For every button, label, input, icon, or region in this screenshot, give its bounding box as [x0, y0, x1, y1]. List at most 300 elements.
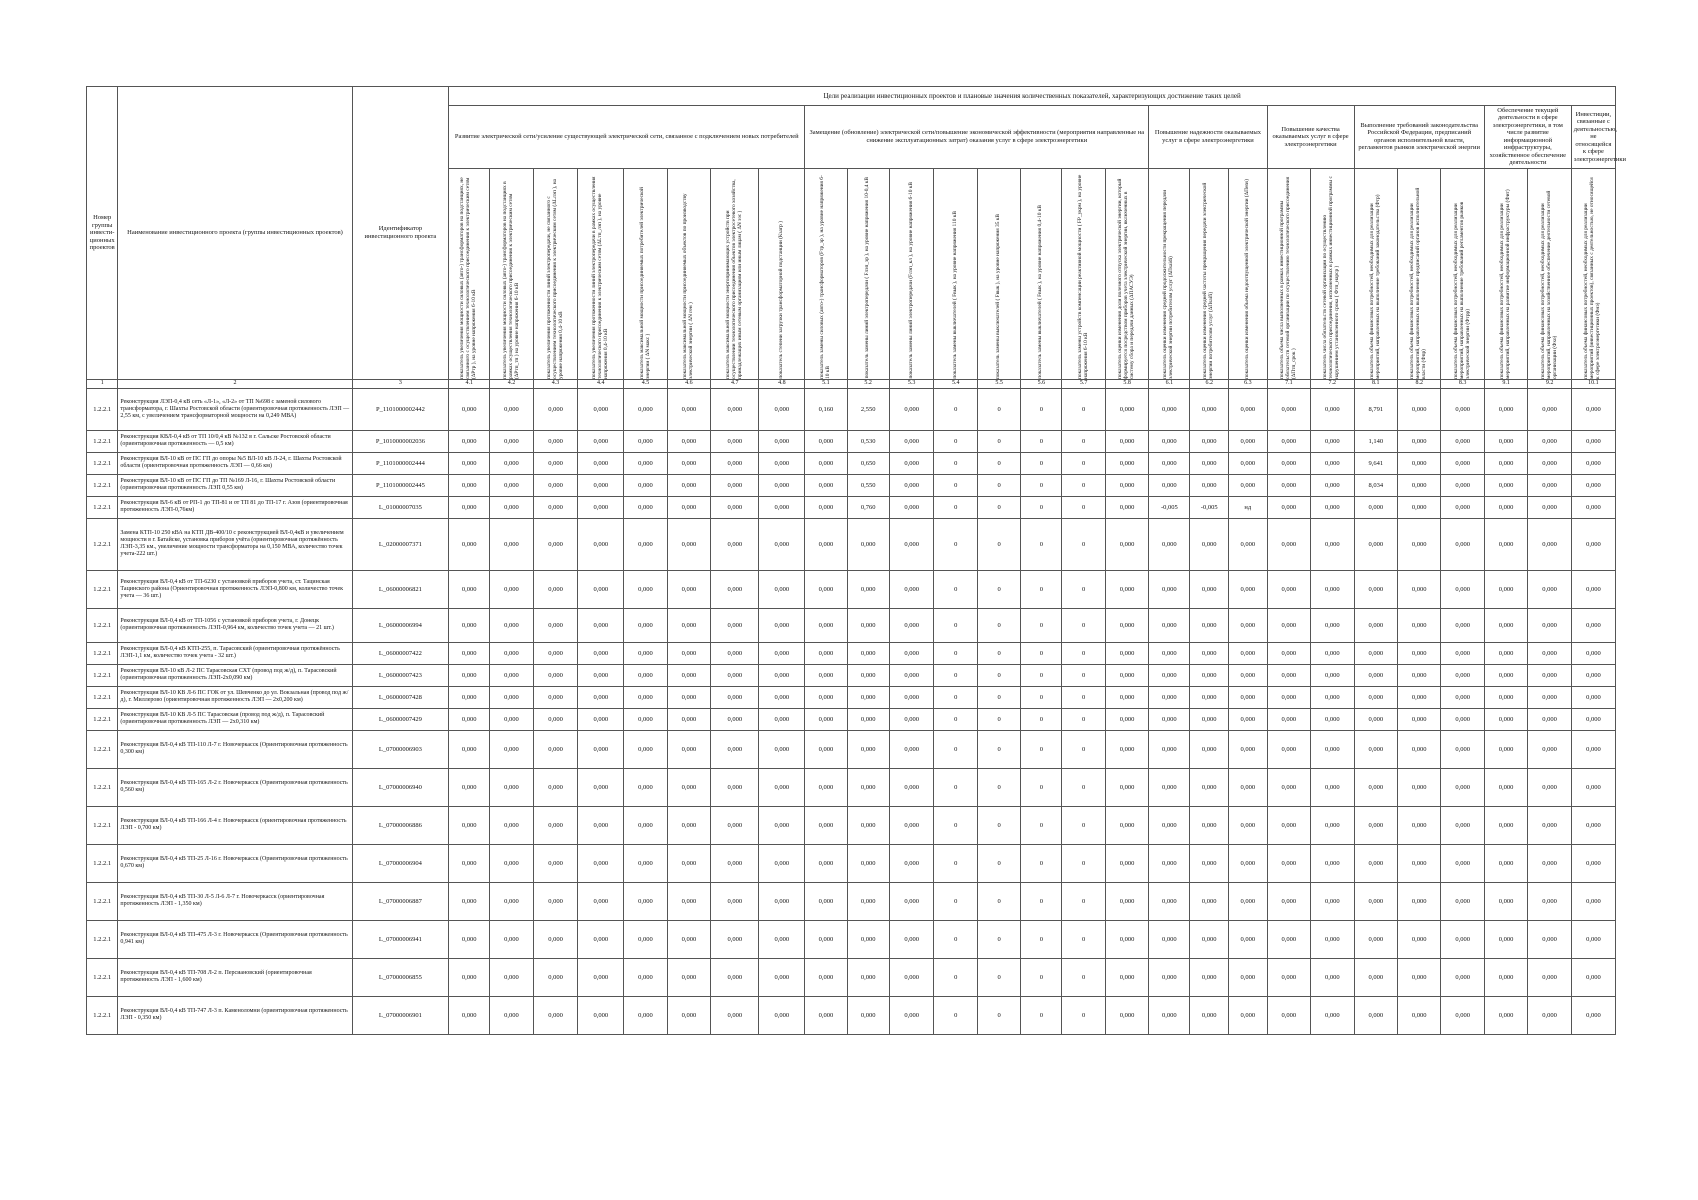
value-cell: 0,000 — [711, 518, 759, 570]
table-row — [87, 806, 1616, 844]
project-name-cell: Реконструкция ВЛ-0,4 кВ от ТП-6230 с установкой приборов учета, ст. Тацинская Тацинского района (Ориентировочная протяженность ЛЭП-0,800 км, количество точек учета — 36 шт.) — [118, 570, 352, 608]
value-cell: 0,000 — [449, 708, 490, 730]
value-cell: 0,000 — [1311, 474, 1354, 496]
value-cell: 0,000 — [1311, 768, 1354, 806]
value-cell: 0,000 — [449, 474, 490, 496]
value-cell: 0 — [934, 958, 977, 996]
value-cell: 0 — [977, 642, 1020, 664]
value-cell: 0,000 — [1311, 570, 1354, 608]
value-cell: 0,000 — [1484, 474, 1527, 496]
value-cell: 0,000 — [805, 474, 847, 496]
value-cell: 0,000 — [847, 882, 889, 920]
table-row — [87, 686, 1616, 708]
value-cell: 0,000 — [1149, 996, 1190, 1034]
indicator-header: показатель оценки изменения доли полезного отпуска электрической энергии, который формируется посредством приборов учета электрической энергии, включенных в систему сбора и передачи данных (ΔПАСУЭ) — [1105, 168, 1148, 379]
value-cell: 0,000 — [578, 730, 624, 768]
value-cell: 0,000 — [889, 996, 934, 1034]
group-number-cell: 1.2.2.1 — [87, 664, 118, 686]
column-number: 6.1 — [1149, 379, 1190, 388]
value-cell: 0,000 — [624, 768, 667, 806]
value-cell: 0 — [1021, 496, 1062, 518]
value-cell: 0,000 — [449, 958, 490, 996]
value-cell: 0 — [977, 474, 1020, 496]
indicator-header: показатель максимальной мощности присоединяемых объектов по производству электрической энергии ( ΔN ген ) — [667, 168, 710, 379]
value-cell: 0,000 — [1149, 642, 1190, 664]
indicator-header: показатель замены линий электропередачи ( Fлэп_зр ), на уровне напряжения 10-0,4 кВ — [847, 168, 889, 379]
value-cell: 0,000 — [1484, 920, 1527, 958]
value-cell: 0,000 — [533, 996, 578, 1034]
value-cell: 0,000 — [889, 452, 934, 474]
value-cell: 0,000 — [759, 806, 805, 844]
value-cell: 0,000 — [711, 958, 759, 996]
value-cell: 0,000 — [889, 570, 934, 608]
value-cell: 0,000 — [1397, 844, 1440, 882]
value-cell: 0,000 — [1441, 642, 1484, 664]
value-cell: 0,000 — [1229, 388, 1268, 430]
value-cell: 0,000 — [1397, 664, 1440, 686]
column-number: 9.2 — [1528, 379, 1571, 388]
value-cell: 0 — [934, 518, 977, 570]
value-cell: 0,000 — [1441, 844, 1484, 882]
value-cell: 0,000 — [889, 518, 934, 570]
value-cell: 0,000 — [578, 958, 624, 996]
value-cell: 0 — [1062, 518, 1105, 570]
value-cell: 0 — [1062, 452, 1105, 474]
column-number: 6.2 — [1190, 379, 1229, 388]
value-cell: 0,000 — [1190, 768, 1229, 806]
value-cell: 0,000 — [1397, 388, 1440, 430]
value-cell: 0,000 — [578, 920, 624, 958]
value-cell: 0,000 — [847, 996, 889, 1034]
value-cell: 0,000 — [533, 388, 578, 430]
group-number-cell: 1.2.2.1 — [87, 768, 118, 806]
value-cell: 0,000 — [490, 430, 533, 452]
value-cell: 0,000 — [889, 664, 934, 686]
value-cell: 0,000 — [1397, 996, 1440, 1034]
value-cell: 0,000 — [847, 958, 889, 996]
value-cell: 0,000 — [624, 882, 667, 920]
value-cell: 0,000 — [1484, 844, 1527, 882]
value-cell: 0 — [1062, 664, 1105, 686]
value-cell: 0,000 — [1229, 768, 1268, 806]
column-number: 8.1 — [1354, 379, 1397, 388]
indicator-header: показатель объема финансовых потребностей, необходимых для реализации мероприятий, направленных на выполнение требований законодательства (Фтр) — [1354, 168, 1397, 379]
value-cell: 0,000 — [1149, 608, 1190, 642]
value-cell: 0,000 — [624, 474, 667, 496]
value-cell: 0,000 — [889, 388, 934, 430]
value-cell: 0,000 — [1267, 806, 1310, 844]
group-number-cell: 1.2.2.1 — [87, 430, 118, 452]
value-cell: 0,000 — [533, 430, 578, 452]
value-cell: 0,000 — [805, 496, 847, 518]
value-cell: 0,000 — [759, 608, 805, 642]
group-number-cell: 1.2.2.1 — [87, 642, 118, 664]
value-cell: 0,000 — [667, 518, 710, 570]
value-cell: 0,000 — [1354, 570, 1397, 608]
value-cell: 0,000 — [1441, 388, 1484, 430]
value-cell: 0 — [1062, 608, 1105, 642]
column-number: 10.1 — [1571, 379, 1615, 388]
value-cell: 0,000 — [1484, 730, 1527, 768]
value-cell: 0,000 — [759, 474, 805, 496]
value-cell: 0,000 — [847, 708, 889, 730]
group-number-cell: 1.2.2.1 — [87, 388, 118, 430]
value-cell: 0,000 — [1149, 518, 1190, 570]
value-cell: 0,000 — [1267, 686, 1310, 708]
value-cell: 0,000 — [624, 664, 667, 686]
value-cell: 0,000 — [805, 452, 847, 474]
table-row — [87, 642, 1616, 664]
value-cell: 0,000 — [624, 518, 667, 570]
project-id-cell: L_07000006941 — [352, 920, 449, 958]
value-cell: 0,000 — [1441, 496, 1484, 518]
project-name-cell: Реконструкция КВЛ-0,4 кВ от ТП 10/0,4 кВ №132 в г. Сальске Ростовской области (ориентировочная протяженность — 0,5 км) — [118, 430, 352, 452]
value-cell: 0 — [977, 608, 1020, 642]
value-cell: 0,000 — [1571, 920, 1615, 958]
value-cell: 0,000 — [889, 708, 934, 730]
value-cell: 0,000 — [847, 730, 889, 768]
value-cell: 0,000 — [490, 844, 533, 882]
value-cell: 0,000 — [1571, 608, 1615, 642]
value-cell: 0,000 — [1354, 996, 1397, 1034]
value-cell: 0,000 — [1229, 708, 1268, 730]
value-cell: 1,140 — [1354, 430, 1397, 452]
value-cell: 0,000 — [1571, 958, 1615, 996]
value-cell: 0,000 — [1528, 768, 1571, 806]
value-cell: 0,000 — [847, 920, 889, 958]
group-number-cell: 1.2.2.1 — [87, 844, 118, 882]
value-cell: 0,000 — [1354, 608, 1397, 642]
project-id-cell: L_01000007035 — [352, 496, 449, 518]
value-cell: 0,000 — [1397, 570, 1440, 608]
value-cell: 0,000 — [711, 920, 759, 958]
value-cell: 0 — [1062, 844, 1105, 882]
value-cell: нд — [1229, 496, 1268, 518]
value-cell: 0,000 — [490, 388, 533, 430]
column-number: 5.6 — [1021, 379, 1062, 388]
value-cell: 0,000 — [889, 958, 934, 996]
value-cell: 0,000 — [805, 882, 847, 920]
value-cell: 0 — [934, 996, 977, 1034]
value-cell: 0,000 — [1484, 996, 1527, 1034]
value-cell: 0,000 — [1105, 664, 1148, 686]
column-number: 4.6 — [667, 379, 710, 388]
column-number: 5.4 — [934, 379, 977, 388]
value-cell: 0,000 — [759, 686, 805, 708]
value-cell: 0,000 — [1528, 430, 1571, 452]
value-cell: 0,000 — [711, 642, 759, 664]
group-number-cell: 1.2.2.1 — [87, 570, 118, 608]
group-number-cell: 1.2.2.1 — [87, 882, 118, 920]
value-cell: 0,000 — [1311, 496, 1354, 518]
project-id-cell: P_1101000002442 — [352, 388, 449, 430]
table-row — [87, 844, 1616, 882]
value-cell: 0,000 — [1229, 608, 1268, 642]
value-cell: 0,000 — [1229, 996, 1268, 1034]
value-cell: 0,000 — [578, 642, 624, 664]
value-cell: 0 — [977, 518, 1020, 570]
value-cell: 0,000 — [847, 686, 889, 708]
value-cell: 0,000 — [711, 730, 759, 768]
value-cell: 0,000 — [759, 496, 805, 518]
value-cell: 0,000 — [1528, 608, 1571, 642]
value-cell: 0,000 — [1441, 664, 1484, 686]
value-cell: 0,000 — [1190, 430, 1229, 452]
value-cell: 0,000 — [1190, 920, 1229, 958]
value-cell: 0,000 — [1484, 806, 1527, 844]
column-number: 5.2 — [847, 379, 889, 388]
value-cell: 0,000 — [1441, 882, 1484, 920]
value-cell: 0,000 — [1311, 388, 1354, 430]
value-cell: 0,000 — [1528, 708, 1571, 730]
value-cell: 0,000 — [624, 430, 667, 452]
value-cell: 0,000 — [1105, 844, 1148, 882]
value-cell: 0,000 — [533, 882, 578, 920]
indicator-header: показатель объема финансовых потребностей, необходимых для реализации мероприятий, направленных на хозяйственное обеспечение деятельности сетевой организации (Фхо) — [1528, 168, 1571, 379]
value-cell: 0,000 — [1190, 806, 1229, 844]
indicator-header: показатель степени загрузки трансформаторной подстанции (Кзагр ) — [759, 168, 805, 379]
value-cell: 0,000 — [1354, 686, 1397, 708]
value-cell: 0,000 — [1190, 608, 1229, 642]
value-cell: 0,000 — [1229, 452, 1268, 474]
value-cell: 0,000 — [889, 642, 934, 664]
value-cell: 0,000 — [1571, 768, 1615, 806]
value-cell: 0,000 — [847, 806, 889, 844]
value-cell: 0,000 — [1229, 642, 1268, 664]
value-cell: 0,000 — [449, 388, 490, 430]
value-cell: 0 — [977, 882, 1020, 920]
value-cell: 0,000 — [1354, 518, 1397, 570]
group-number-cell: 1.2.2.1 — [87, 608, 118, 642]
value-cell: 0,000 — [1190, 996, 1229, 1034]
indicator-header: показатель оценки изменения средней продолжительности прекращения передачи электрической энергии потребителям услуг (ΔПsaidi) — [1149, 168, 1190, 379]
value-cell: 0,000 — [1397, 806, 1440, 844]
value-cell: 0,000 — [1484, 958, 1527, 996]
value-cell: 0,000 — [711, 608, 759, 642]
column-number: 9.1 — [1484, 379, 1527, 388]
value-cell: 0,000 — [449, 920, 490, 958]
column-number: 7.2 — [1311, 379, 1354, 388]
indicator-header: показатель замены выключателей ( Fвык ), на уровне напряжения 110 кВ — [934, 168, 977, 379]
project-id-cell: L_02000007371 — [352, 518, 449, 570]
value-cell: 0,000 — [1397, 686, 1440, 708]
value-cell: 0,000 — [667, 708, 710, 730]
value-cell: 0,000 — [889, 686, 934, 708]
value-cell: 0,000 — [1149, 844, 1190, 882]
value-cell: 0,000 — [449, 608, 490, 642]
value-cell: 0,000 — [1397, 920, 1440, 958]
value-cell: 0,000 — [1149, 686, 1190, 708]
project-name-cell: Реконструкция ВЛ-0,4 кВ от ТП-1056 с установкой приборов учета, г. Донецк (ориентировочная протяженность ЛЭП-0,964 км, количество точек учета — 21 шт.) — [118, 608, 352, 642]
value-cell: 0,000 — [1311, 708, 1354, 730]
value-cell: 0,000 — [805, 430, 847, 452]
indicator-header: показатель увеличения мощности силовых (авто-) трансформаторов на подстанциях, не связанного с осуществлением технологического присоединения к электрическим сетям (ΔPтр ), на уровне напряжения 6-10 кВ — [449, 168, 490, 379]
value-cell: 0,000 — [449, 996, 490, 1034]
value-cell: 0,000 — [578, 474, 624, 496]
table-row — [87, 768, 1616, 806]
value-cell: 0,000 — [1267, 882, 1310, 920]
column-number-row — [87, 379, 1616, 388]
value-cell: 0,000 — [759, 882, 805, 920]
value-cell: 0,000 — [1528, 664, 1571, 686]
value-cell: 0,760 — [847, 496, 889, 518]
table-row — [87, 474, 1616, 496]
value-cell: 0,000 — [1441, 768, 1484, 806]
value-cell: 0,000 — [1397, 730, 1440, 768]
value-cell: 0,000 — [667, 642, 710, 664]
value-cell: 0,000 — [533, 518, 578, 570]
value-cell: 0 — [934, 844, 977, 882]
value-cell: 0,000 — [1149, 708, 1190, 730]
value-cell: 0,000 — [1311, 430, 1354, 452]
value-cell: 0,000 — [1149, 452, 1190, 474]
value-cell: 0,000 — [1484, 686, 1527, 708]
value-cell: 0,000 — [1441, 430, 1484, 452]
value-cell: 0,000 — [711, 496, 759, 518]
value-cell: 0,000 — [533, 958, 578, 996]
table-row — [87, 608, 1616, 642]
value-cell: 0,000 — [1354, 768, 1397, 806]
value-cell: 0,530 — [847, 430, 889, 452]
value-cell: 0,000 — [490, 452, 533, 474]
table-body — [87, 388, 1616, 1034]
value-cell: 0,000 — [1354, 730, 1397, 768]
value-cell: 0,000 — [1149, 388, 1190, 430]
value-cell: 0,000 — [578, 806, 624, 844]
group-number-cell: 1.2.2.1 — [87, 920, 118, 958]
value-cell: 0,000 — [1528, 496, 1571, 518]
value-cell: 0,000 — [578, 452, 624, 474]
goals-title: Цели реализации инвестиционных проектов и плановые значения количественных показателей, характеризующих достижение таких целей — [449, 87, 1616, 106]
column-number: 4.8 — [759, 379, 805, 388]
column-number: 4.7 — [711, 379, 759, 388]
value-cell: 0,000 — [578, 882, 624, 920]
value-cell: 0,000 — [1267, 642, 1310, 664]
value-cell: 0,000 — [490, 806, 533, 844]
value-cell: 0 — [1021, 882, 1062, 920]
project-name-cell: Реконструкция ЛЭП-0,4 кВ сеть «Л-1», «Л-2» от ТП №698 с заменой силового трансформатора, г. Шахты Ростовской области (ориентировочная протяженность ЛЭП — 2,55 км, с увеличением трансформаторной мощности на 0,249 МВА) — [118, 388, 352, 430]
value-cell: 0,000 — [1105, 570, 1148, 608]
value-cell: 0,000 — [667, 882, 710, 920]
value-cell: 0 — [1021, 570, 1062, 608]
value-cell: 0,000 — [1528, 844, 1571, 882]
investment-indicators-table — [86, 86, 1626, 1035]
project-id-cell: P_1010000002036 — [352, 430, 449, 452]
value-cell: 0,000 — [1190, 664, 1229, 686]
value-cell: 0,000 — [1105, 768, 1148, 806]
value-cell: 0,000 — [1441, 608, 1484, 642]
value-cell: 0,000 — [449, 642, 490, 664]
value-cell: 0,000 — [1571, 686, 1615, 708]
value-cell: 0 — [1062, 474, 1105, 496]
value-cell: 0,000 — [1441, 570, 1484, 608]
indicator-header: показатель увеличения протяженности линий электропередачи в рамках осуществления технологического присоединения к электрическим сетям (ΔLтп_лэп ), на уровне напряжения 0,4-10 кВ — [578, 168, 624, 379]
value-cell: 0,000 — [1105, 474, 1148, 496]
table-row — [87, 958, 1616, 996]
value-cell: 0,000 — [1571, 730, 1615, 768]
value-cell: 0,000 — [1190, 474, 1229, 496]
value-cell: 0,000 — [1149, 958, 1190, 996]
value-cell: 0,000 — [711, 996, 759, 1034]
value-cell: 0,000 — [1441, 708, 1484, 730]
value-cell: 0 — [1062, 430, 1105, 452]
value-cell: 0,000 — [759, 430, 805, 452]
value-cell: 0,000 — [1354, 642, 1397, 664]
value-cell: 0,000 — [667, 608, 710, 642]
value-cell: 0,000 — [1571, 452, 1615, 474]
value-cell: 0 — [934, 882, 977, 920]
value-cell: 0,000 — [805, 844, 847, 882]
value-cell: 0 — [934, 642, 977, 664]
value-cell: 0,000 — [667, 806, 710, 844]
value-cell: 0,000 — [1105, 388, 1148, 430]
value-cell: 0 — [1021, 452, 1062, 474]
value-cell: 0,000 — [1190, 642, 1229, 664]
value-cell: 0,000 — [578, 664, 624, 686]
value-cell: 0,000 — [1354, 920, 1397, 958]
value-cell: 0,000 — [1190, 730, 1229, 768]
value-cell: 0,000 — [847, 608, 889, 642]
value-cell: 0 — [934, 570, 977, 608]
value-cell: 0,000 — [1311, 882, 1354, 920]
value-cell: 0,000 — [1484, 664, 1527, 686]
value-cell: 0,000 — [578, 570, 624, 608]
value-cell: 0,000 — [490, 768, 533, 806]
value-cell: 0,000 — [533, 730, 578, 768]
group-number-cell: 1.2.2.1 — [87, 474, 118, 496]
value-cell: 0,000 — [1397, 882, 1440, 920]
value-cell: 0 — [1021, 388, 1062, 430]
value-cell: 0,000 — [449, 430, 490, 452]
value-cell: 0,000 — [1311, 642, 1354, 664]
value-cell: 0,000 — [578, 430, 624, 452]
value-cell: 0,000 — [889, 474, 934, 496]
value-cell: 0,000 — [1441, 686, 1484, 708]
value-cell: 0 — [934, 608, 977, 642]
value-cell: 0,000 — [759, 708, 805, 730]
indicator-header: показатель увеличения протяженности линий электропередачи, не связанного с осуществлением технологического присоединения к электрическим сетям (ΔLлэп ), на уровне напряжения 0,4-10 кВ — [533, 168, 578, 379]
project-name-cell: Реконструкция ВЛ-0,4 кВ КТП-255, п. Тарасовский (ориентировочная протяжённость ЛЭП-1,1 км, количество точек учета - 32 шт.) — [118, 642, 352, 664]
value-cell: 0,000 — [667, 844, 710, 882]
value-cell: 0 — [977, 686, 1020, 708]
value-cell: 0,000 — [1311, 996, 1354, 1034]
project-name-cell: Реконструкция ВЛ-10 КВ Л-5 ПС Тарасовская (провод под ж/д), п. Тарасовский (ориентировочная протяженность ЛЭП — 2х0,310 км) — [118, 708, 352, 730]
project-name-cell: Реконструкция ВЛ-0,4 кВ ТП-475 Л-3 г. Новочеркасск (Ориентировочная протяженность 0,941 км) — [118, 920, 352, 958]
value-cell: 0 — [1021, 518, 1062, 570]
value-cell: 0,000 — [1149, 730, 1190, 768]
value-cell: 0,000 — [1190, 388, 1229, 430]
value-cell: 0,000 — [1267, 708, 1310, 730]
value-cell: 0,000 — [533, 496, 578, 518]
value-cell: 0 — [1021, 806, 1062, 844]
value-cell: 0,000 — [759, 642, 805, 664]
value-cell: 0,000 — [1441, 474, 1484, 496]
value-cell: 0,000 — [1528, 570, 1571, 608]
value-cell: 0,000 — [1571, 806, 1615, 844]
value-cell: 0,000 — [490, 474, 533, 496]
value-cell: 0,000 — [624, 388, 667, 430]
value-cell: 0 — [1062, 920, 1105, 958]
value-cell: 0,000 — [533, 664, 578, 686]
value-cell: 8,034 — [1354, 474, 1397, 496]
value-cell: 0,000 — [1267, 768, 1310, 806]
group-number-cell: 1.2.2.1 — [87, 496, 118, 518]
value-cell: 0 — [1021, 664, 1062, 686]
goal-group-legal: Выполнение требований законодательства Российской Федерации, предписаний органов исполнительной власти, регламентов рынков электрической энергии — [1354, 106, 1484, 169]
value-cell: 0 — [1062, 806, 1105, 844]
value-cell: 0,000 — [533, 708, 578, 730]
value-cell: 0,000 — [1571, 664, 1615, 686]
